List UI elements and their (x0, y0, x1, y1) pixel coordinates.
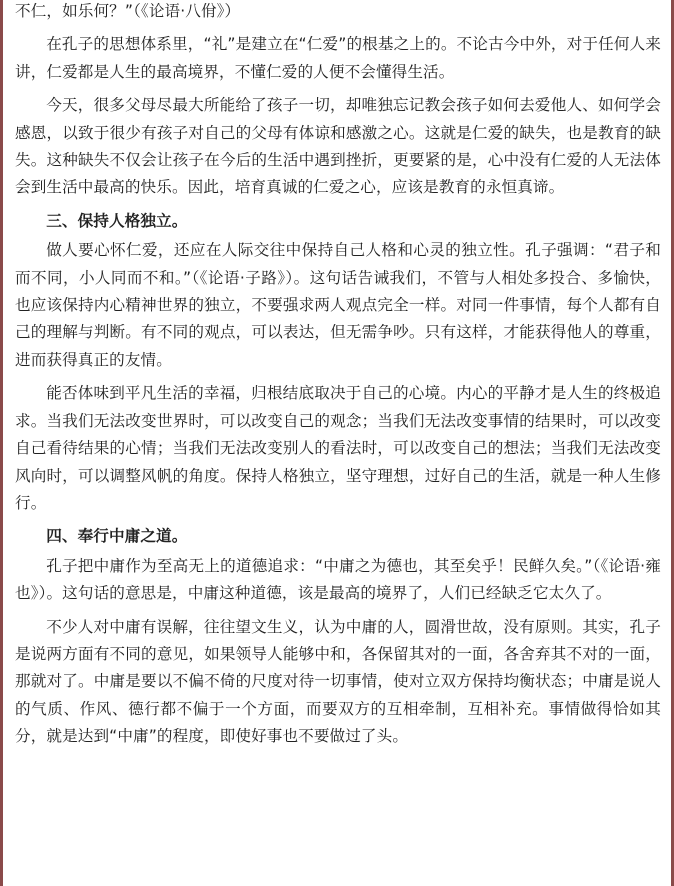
paragraph-quote-tail: 不仁，如乐何？”（《论语·八佾》） (15, 2, 241, 20)
paragraph-zhongyong-explained: 不少人对中庸有误解，往往望文生义，认为中庸的人，圆滑世故，没有原则。其实，孔子是说两方面有不同的意见，如果领导人能够中和，各保留其对的一面，各舍弃其不对的一面，那就对了。中庸是要以不偏不倚的尺度对待一切事情，使对立双方保持均衡状态；中庸是说人的气质、作风、德行都不偏于一个方面，而要双方的互相牵制，互相补充。事情做得恰如其分，就是达到“中庸”的程度，即使好事也不要做过了头。 (15, 617, 661, 746)
article-body (15, 0, 661, 757)
paragraph-inner-peace: 能否体味到平凡生活的幸福，归根结底取决于自己的心境。内心的平静才是人生的终极追求。当我们无法改变世界时，可以改变自己的观念；当我们无法改变事情的结果时，可以改变自己看待结果的心情；当我们无法改变别人的看法时，可以改变自己的想法；当我们无法改变风向时，可以调整风帆的角度。保持人格独立，坚守理想，过好自己的生活，就是一种人生修行。 (15, 384, 661, 512)
paragraph-harmony-not-sameness: 做人要心怀仁爱，还应在人际交往中保持自己人格和心灵的独立性。孔子强调：“君子和而不同，小人同而不和。”（《论语·子路》）。这句话告诫我们，不管与人相处多投合、多愉快，也应该保持内心精神世界的独立，不要强求两人观点完全一样。对同一件事情，每个人都有自己的理解与判断。有不同的观点，可以表达，但无需争吵。只有这样，才能获得他人的尊重，进而获得真正的友情。 (15, 241, 661, 369)
paragraph-education-lack: 今天，很多父母尽最大所能给了孩子一切，却唯独忘记教会孩子如何去爱他人、如何学会感恩，以致于很少有孩子对自己的父母有体谅和感激之心。这就是仁爱的缺失，也是教育的缺失。这种缺失不仅会让孩子在今后的生活中遇到挫折，更要紧的是，心中没有仁爱的人无法体会到生活中最高的快乐。因此，培育真诚的仁爱之心，应该是教育的永恒真谛。 (15, 96, 661, 197)
section-heading-independence: 三、保持人格独立。 (46, 211, 188, 230)
paragraph-ren-foundation: 在孔子的思想体系里，“礼”是建立在“仁爱”的根基之上的。不论古今中外，对于任何人来讲，仁爱都是人生的最高境界，不懂仁爱的人便不会懂得生活。 (15, 35, 661, 81)
section-heading-zhongyong: 四、奉行中庸之道。 (46, 527, 188, 546)
paragraph-zhongyong-quote: 孔子把中庸作为至高无上的道德追求：“中庸之为德也，其至矣乎！民鲜久矣。”（《论语·雍也》）。这句话的意思是，中庸这种道德，该是最高的境界了，人们已经缺乏它太久了。 (15, 556, 661, 603)
